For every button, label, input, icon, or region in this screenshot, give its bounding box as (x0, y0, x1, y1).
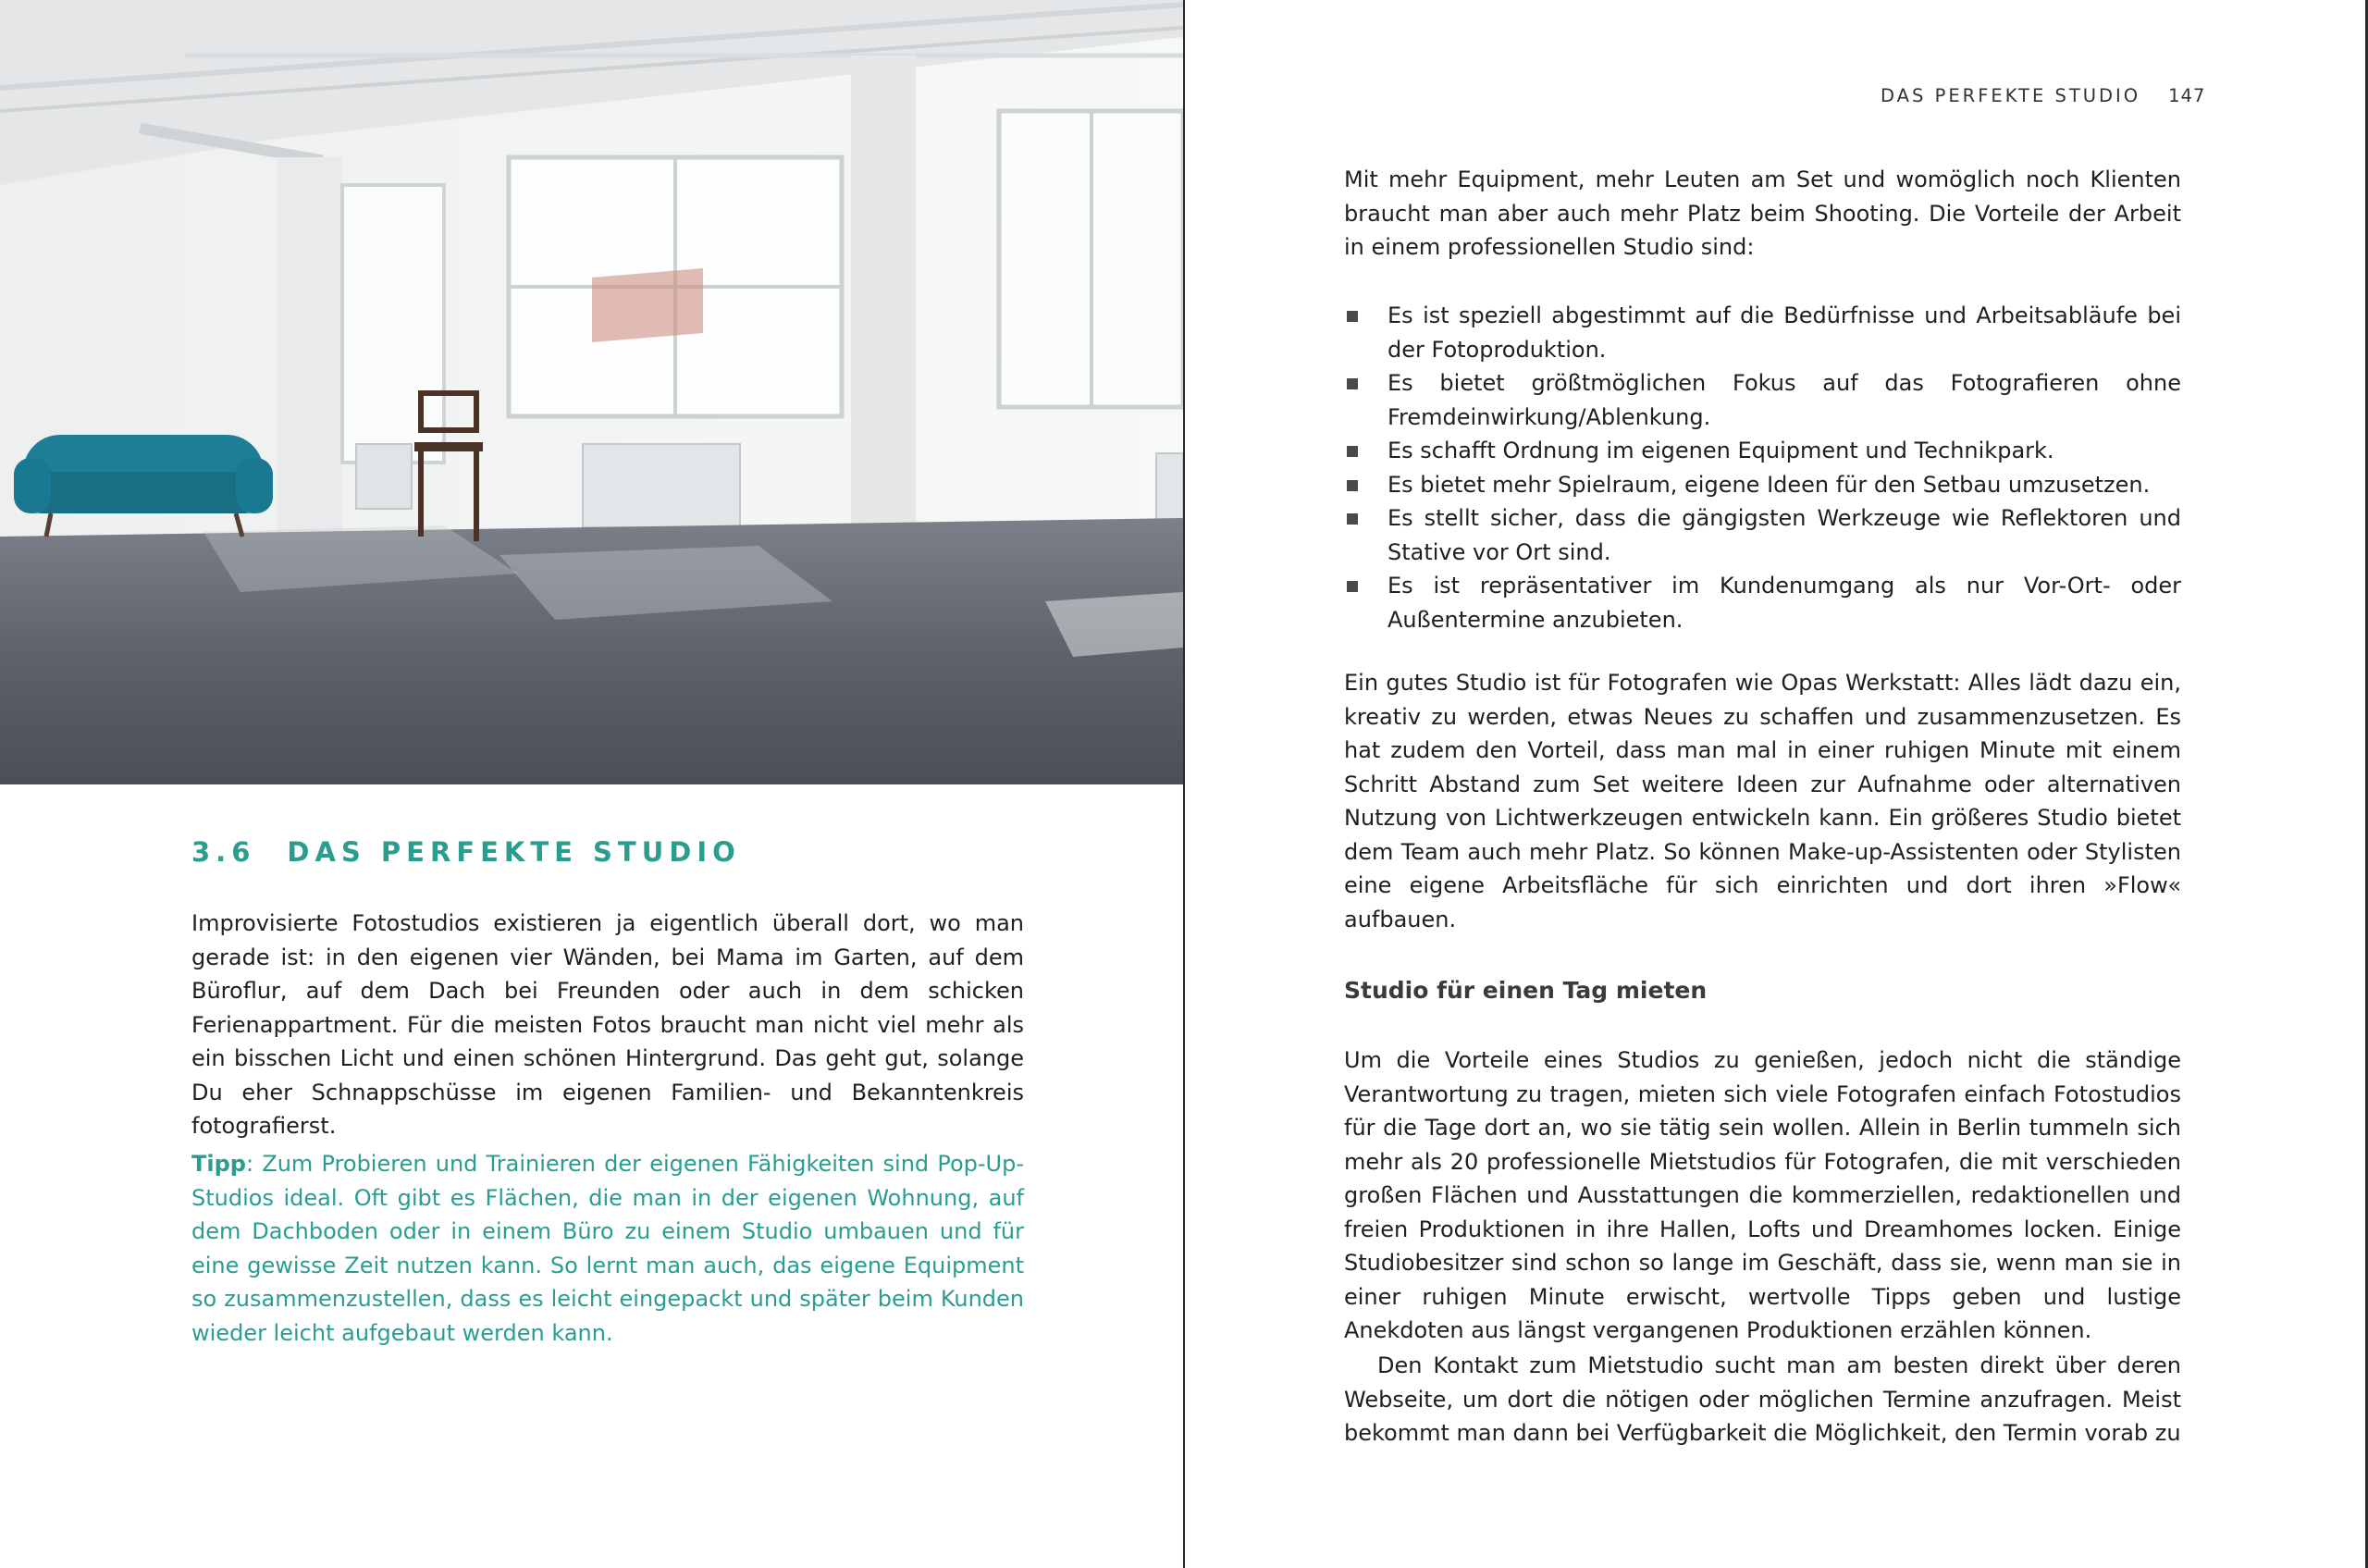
list-item (1344, 501, 2181, 569)
list-item (1344, 434, 2181, 468)
advantages-intro-paragraph: Mit mehr Equipment, mehr Leuten am Set und womöglich noch Klienten braucht man aber auch mehr Platz beim Shooting. Die Vorteile der Arbeit in einem professionellen Studio sind: (1344, 167, 2181, 260)
list-item (1344, 299, 2181, 366)
rental-paragraph: Um die Vorteile eines Studios zu genießen, jedoch nicht die ständige Verantwortung zu tragen, mieten sich viele Fotografen einfach Fotostudios für die Tage dort an, wo sie tätig sein wollen. Allein in Berlin tummeln sich mehr als 20 professionelle Mietstudios für Fotografen, die mit verschieden großen Flächen und Ausstattungen die kommerziellen, redaktionellen und freien Produktionen in ihre Hallen, Lofts und Dreamhomes locken. Einige Studiobesitzer sind schon so lange im Geschäft, dass sie, wenn man sie in einer ruhigen Minute erwischt, wertvolle Tipps geben und lustige Anekdoten aus längst vergangenen Produktionen erzählen können. (1344, 1047, 2181, 1343)
list-item-text: Es ist repräsentativer im Kundenumgang als nur Vor-Ort- oder Außentermine anzubieten. (1388, 573, 2181, 633)
workshop-paragraph: Ein gutes Studio ist für Fotografen wie Opas Werkstatt: Alles lädt dazu ein, kreativ zu werden, etwas Neues zu schaffen und zusammenzusetzen. Es hat zudem den Vorteil, dass man mal in einer ruhigen Minute mit einem Schritt Abstand zum Set weitere Ideen zur Aufnahme oder alternativen Nutzung von Lichtwerkzeugen entwickeln kann. Ein größeres Studio bietet dem Team auch mehr Platz. So können Make-up-Assistenten oder Stylisten eine eigene Arbeitsfläche für sich einrichten und dort ihren »Flow« aufbauen. (1344, 670, 2181, 932)
list-item (1344, 569, 2181, 636)
section-title: DAS PERFEKTE STUDIO (287, 836, 741, 868)
section-heading (191, 836, 741, 868)
square-bullet-icon (1347, 480, 1358, 491)
studio-photo (0, 0, 1183, 784)
square-bullet-icon (1347, 378, 1358, 389)
section-number: 3.6 (191, 836, 256, 868)
list-item-text: Es ist speziell abgestimmt auf die Bedürfnisse und Arbeitsabläufe bei der Fotoproduktion. (1388, 302, 2181, 363)
square-bullet-icon (1347, 311, 1358, 322)
right-page (1185, 0, 2368, 1568)
square-bullet-icon (1347, 513, 1358, 525)
tip-label: Tipp (191, 1151, 246, 1177)
page-number: 147 (2168, 85, 2206, 106)
left-page (0, 0, 1183, 1568)
list-item (1344, 366, 2181, 434)
running-header (1881, 85, 2205, 106)
subheading: Studio für einen Tag mieten (1344, 977, 1708, 1004)
advantages-list (1344, 299, 2181, 636)
list-item-text: Es stellt sicher, dass die gängigsten Werkzeuge wie Reflektoren und Stative vor Ort sind. (1388, 505, 2181, 565)
list-item-text: Es bietet größtmöglichen Fokus auf das Fotografieren ohne Fremdeinwirkung/Ablenkung. (1388, 370, 2181, 430)
square-bullet-icon (1347, 581, 1358, 592)
tip-paragraph (191, 1147, 1024, 1350)
list-item (1344, 468, 2181, 502)
intro-paragraph: Improvisierte Fotostudios existieren ja eigentlich überall dort, wo man gerade ist: in den eigenen vier Wänden, bei Mama im Garten, auf dem Büroflur, auf dem Dach bei Freunden oder auch in dem schicken Ferienappartment. Für die meisten Fotos braucht man nicht viel mehr als ein bisschen Licht und einen schönen Hintergrund. Das geht gut, solange Du eher Schnappschüsse im eigenen Familien- und Bekanntenkreis fotografierst. (191, 910, 1024, 1139)
square-bullet-icon (1347, 446, 1358, 457)
tip-text: : Zum Probieren und Trainieren der eigenen Fähigkeiten sind Pop-Up-Studios ideal. Oft gibt es Flächen, die man in der eigenen Wohnung, auf dem Dachboden oder in einem Büro zu einem Studio umbauen und für eine gewisse Zeit nutzen kann. So lernt man auch, das eigene Equipment so zusammenzustellen, dass es leicht eingepackt und später beim Kunden wieder leicht aufgebaut werden kann. (191, 1151, 1024, 1346)
list-item-text: Es bietet mehr Spielraum, eigene Ideen für den Setbau umzusetzen. (1388, 471, 2151, 498)
running-header-title: DAS PERFEKTE STUDIO (1881, 85, 2141, 106)
list-item-text: Es schafft Ordnung im eigenen Equipment und Technikpark. (1388, 438, 2054, 463)
contact-paragraph: Den Kontakt zum Mietstudio sucht man am besten direkt über deren Webseite, um dort die nötigen oder möglichen Termine anzufragen. Meist bekommt man dann bei Verfügbarkeit die Möglichkeit, den Termin vorab zu (1344, 1352, 2181, 1446)
